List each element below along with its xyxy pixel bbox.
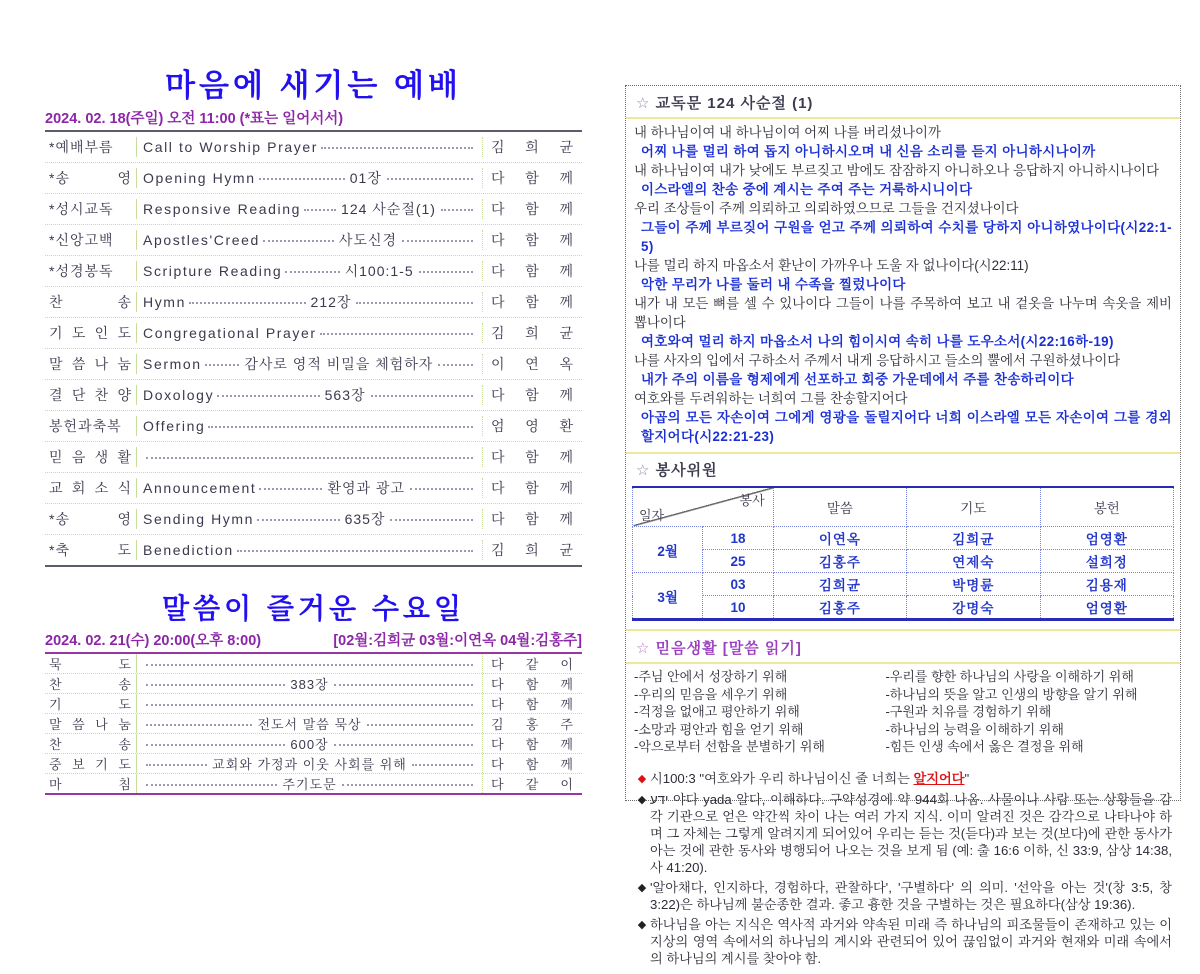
volunteers-row [633, 596, 1174, 620]
service-item-content [137, 674, 482, 693]
service-item-detail: 전도서 말씀 묵상 [257, 717, 362, 732]
service-item-english: Scripture Reading [143, 263, 283, 279]
sunday-service-date: 2024. 02. 18(주일) 오전 11:00 (*표는 일어서서) [45, 111, 344, 127]
service-item-label: *송 영 [45, 168, 137, 188]
sunday-service-title: 마음에 새기는 예배 [165, 68, 462, 103]
service-item-content [137, 478, 482, 498]
reading-line: 나를 멀리 하지 마옵소서 환난이 가까우나 도울 자 없나이다(시22:11) [634, 258, 1029, 273]
service-item-person: 다 함 께 [482, 385, 582, 405]
service-item-detail: 563장 [324, 387, 366, 403]
service-row [45, 754, 582, 774]
service-item-english: Hymn [143, 294, 186, 310]
note-text: ידע 야다 yada 알다, 이해하다. 구약성경에 약 944회 나옴. 사물이나 사람 또는 상황들을 감각 기관으로 얻은 약간씩 차이 나는 여러 가지 지식. 이미 알려진 것은 감각으로 나타나야 하며 그 자체는 그렇게 알려지게 되어있어 우리는 듣는 것(듣다)과 보는 것(보다)에 관한 동사가 아는 것에 관한 동사와 병행되어 나오는 것을 보게 됨 (예: 출 16:6 이하, 신 33:9, 삼상 14:38, 사 41:20). [650, 791, 1172, 875]
service-item-label: 봉헌과축복 [45, 416, 137, 436]
service-item-person: 김 희 균 [482, 323, 582, 343]
service-item-english: Congregational Prayer [143, 325, 317, 341]
service-item-detail: 212장 [310, 294, 352, 310]
volunteers-table-wrap [626, 484, 1180, 631]
sunday-service-dateline [45, 107, 582, 130]
wednesday-order-table [45, 652, 582, 795]
service-item-english: Sending Hymn [143, 511, 255, 527]
volunteers-title: 봉사위원 [655, 462, 718, 479]
service-item-detail: 주기도문 [282, 777, 337, 792]
volunteers-row [633, 527, 1174, 550]
note-item [634, 879, 1172, 913]
service-item-person: 다 함 께 [482, 447, 582, 467]
service-item-label: 묵 도 [45, 654, 137, 673]
service-item-content [137, 292, 482, 312]
service-item-content [137, 714, 482, 733]
service-item-content [137, 754, 482, 773]
volunteers-name-cell: 이연옥 [773, 527, 906, 550]
faithlife-item-left: -우리의 믿음을 세우기 위해 [634, 686, 788, 702]
note-text [650, 770, 1172, 788]
service-item-label: 마 침 [45, 774, 137, 793]
service-item-detail: 사도신경 [338, 232, 398, 248]
faithlife-item-right: -하나님의 뜻을 알고 인생의 방향을 알기 위해 [885, 686, 1138, 702]
volunteers-column-header: 기도 [907, 487, 1040, 527]
service-item-content [137, 418, 482, 434]
faithlife-item-left: -소망과 평안과 힘을 얻기 위해 [634, 721, 804, 737]
service-row [45, 287, 582, 318]
volunteers-name-cell: 김홍주 [773, 596, 906, 620]
service-row [45, 380, 582, 411]
service-item-english: Announcement [143, 480, 257, 496]
reading-line: 내 하나님이여 내 하나님이여 어찌 나를 버리셨나이까 [634, 125, 941, 140]
service-item-person: 다 함 께 [482, 168, 582, 188]
service-row [45, 163, 582, 194]
volunteers-date-cell: 25 [703, 550, 773, 573]
service-item-detail: 600장 [290, 737, 329, 752]
diamond-bullet-icon: ◆ [637, 881, 647, 894]
star-icon: ☆ [636, 462, 651, 479]
service-row [45, 411, 582, 442]
note-item [634, 770, 1172, 788]
diamond-bullet-icon: ◆ [637, 772, 647, 785]
wednesday-service-date: 2024. 02. 21(수) 20:00(오후 8:00) [45, 633, 262, 649]
faithlife-list [626, 664, 1180, 764]
service-row [45, 256, 582, 287]
service-item-content [137, 325, 482, 341]
service-item-label: 결 단 찬 양 [45, 385, 137, 405]
note-prefix: 시100:3 "여호와가 우리 하나님이신 줄 너희는 [650, 770, 914, 786]
service-item-content [137, 261, 482, 281]
service-row [45, 473, 582, 504]
diamond-bullet-icon: ◆ [637, 793, 647, 806]
faithlife-title: 믿음생활 [말씀 읽기] [655, 640, 802, 657]
volunteers-date-cell: 10 [703, 596, 773, 620]
service-item-person: 다 함 께 [482, 478, 582, 498]
service-item-person: 다 같 이 [482, 654, 582, 673]
responsive-reading-title: 교독문 124 사순절 (1) [655, 95, 814, 112]
service-item-person: 김 희 균 [482, 540, 582, 560]
service-row [45, 734, 582, 754]
service-row [45, 318, 582, 349]
reading-line: 이스라엘의 찬송 중에 계시는 주여 주는 거룩하시니이다 [641, 182, 973, 197]
volunteers-column-header: 봉헌 [1040, 487, 1173, 527]
service-row [45, 714, 582, 734]
volunteers-name-cell: 연제숙 [907, 550, 1040, 573]
reading-line: 여호와를 두려워하는 너희여 그를 찬송할지어다 [634, 391, 908, 406]
reading-line: 나를 사자의 입에서 구하소서 주께서 내게 응답하시고 들소의 뿔에서 구원하셨나이다 [634, 353, 1121, 368]
note-text: 하나님을 아는 지식은 역사적 과거와 약속된 미래 즉 하나님의 피조물들이 존재하고 있는 이 지상의 영역 속에서의 하나님의 계시와 관련되어 있어 끊임없이 과거와 현재와 미래 속에서의 하나님의 계시를 찾아야 함. [650, 916, 1172, 966]
service-item-label: 기 도 인 도 [45, 323, 137, 343]
service-item-english: Opening Hymn [143, 170, 256, 186]
volunteers-month-cell: 2월 [633, 527, 703, 573]
service-item-english: Responsive Reading [143, 201, 301, 217]
service-item-detail: 383장 [290, 677, 329, 692]
note-item [634, 791, 1172, 876]
star-icon: ☆ [636, 95, 651, 112]
service-item-person: 다 함 께 [482, 754, 582, 773]
volunteers-header-row [633, 487, 1174, 527]
volunteers-corner-cell [633, 487, 774, 527]
volunteers-name-cell: 엄영환 [1040, 596, 1173, 620]
service-item-english: Doxology [143, 387, 215, 403]
service-item-label: 찬 송 [45, 674, 137, 693]
service-item-person: 김 홍 주 [482, 714, 582, 733]
service-item-person: 다 함 께 [482, 199, 582, 219]
service-item-content [137, 734, 482, 753]
volunteers-name-cell: 김용재 [1040, 573, 1173, 596]
reading-line: 여호와여 멀리 하지 마옵소서 나의 힘이시여 속히 나를 도우소서(시22:16하-19) [641, 334, 1114, 349]
service-item-label: 찬 송 [45, 292, 137, 312]
reading-line: 내 하나님이여 내가 낮에도 부르짖고 밤에도 잠잠하지 아니하오나 응답하지 아니하시나이다 [634, 163, 1160, 178]
service-item-detail: 635장 [344, 511, 386, 527]
faithlife-item-right: -힘든 인생 속에서 옳은 결정을 위해 [885, 739, 1084, 754]
service-row [45, 694, 582, 714]
service-item-content [137, 139, 482, 155]
service-item-label: *성시교독 [45, 199, 137, 219]
volunteers-name-cell: 엄영환 [1040, 527, 1173, 550]
service-item-content [137, 199, 482, 219]
reading-line: 그들이 주께 부르짖어 구원을 얻고 주께 의뢰하여 수치를 당하지 아니하였나이다(시22:1-5) [641, 220, 1172, 254]
volunteers-month-cell: 3월 [633, 573, 703, 620]
volunteers-name-cell: 박명륜 [907, 573, 1040, 596]
reading-line: 아곱의 모든 자손이여 그에게 영광을 돌릴지어다 너희 이스라엘 모든 자손이여 그를 경외할지어다(시22:21-23) [641, 410, 1172, 444]
service-item-label: 기 도 [45, 694, 137, 713]
volunteers-name-cell: 김희균 [773, 573, 906, 596]
reading-line: 악한 무리가 나를 둘러 내 수족을 찔렀나이다 [641, 277, 906, 292]
faithlife-item-right: -하나님의 능력을 이해하기 위해 [885, 721, 1064, 737]
service-item-person: 엄 영 환 [482, 416, 582, 436]
service-item-label: 찬 송 [45, 734, 137, 753]
responsive-reading-header [626, 86, 1180, 119]
service-item-content [137, 542, 482, 558]
service-item-label: 중 보 기 도 [45, 754, 137, 773]
faithlife-item-left: -걱정을 없애고 평안하기 위해 [634, 704, 800, 719]
service-item-english: Sermon [143, 356, 202, 372]
reading-line: 내가 주의 이름을 형제에게 선포하고 회중 가운데에서 주를 찬송하리이다 [641, 372, 1075, 387]
service-item-person: 김 희 균 [482, 137, 582, 157]
volunteers-name-cell: 김홍주 [773, 550, 906, 573]
service-item-label: 말 씀 나 눔 [45, 354, 137, 374]
left-column [45, 60, 582, 795]
wednesday-service-dateline [45, 629, 582, 652]
note-suffix: " [964, 770, 970, 786]
service-item-person: 다 함 께 [482, 230, 582, 250]
service-row [45, 132, 582, 163]
volunteers-row [633, 573, 1174, 596]
faithlife-item-left: -악으로부터 선함을 분별하기 위해 [634, 739, 825, 754]
faithlife-item-right: -우리를 향한 하나님의 사랑을 이해하기 위해 [885, 669, 1134, 684]
volunteers-name-cell: 설희정 [1040, 550, 1173, 573]
service-item-label: *예배부름 [45, 137, 137, 157]
notes-section [626, 764, 1180, 974]
service-item-detail: 01장 [349, 170, 382, 186]
service-item-person: 이 연 옥 [482, 354, 582, 374]
faithlife-header [626, 631, 1180, 664]
service-row [45, 194, 582, 225]
service-item-content [137, 168, 482, 188]
service-item-label: 교 회 소 식 [45, 478, 137, 498]
service-row [45, 504, 582, 535]
service-item-person: 다 함 께 [482, 674, 582, 693]
volunteers-column-header: 말씀 [773, 487, 906, 527]
service-item-detail: 감사로 영적 비밀을 체험하자 [244, 356, 434, 372]
service-row [45, 674, 582, 694]
diamond-bullet-icon: ◆ [637, 918, 647, 931]
service-row [45, 349, 582, 380]
service-item-detail: 124 사순절(1) [341, 201, 436, 217]
reading-line: 어찌 나를 멀리 하여 돕지 아니하시오며 내 신음 소리를 듣지 아니하시나이까 [641, 144, 1096, 159]
wednesday-service-title: 말씀이 즐거운 수요일 [162, 593, 465, 624]
service-item-detail: 교회와 가정과 이웃 사회를 위해 [212, 757, 407, 772]
volunteers-table-head [633, 487, 1174, 527]
volunteers-name-cell: 김희균 [907, 527, 1040, 550]
service-item-detail: 환영과 광고 [327, 480, 405, 496]
service-item-label: *송 영 [45, 509, 137, 529]
reading-line: 내가 내 모든 뼈를 셀 수 있나이다 그들이 나를 주목하여 보고 내 겉옷을 나누며 속옷을 제비 뽑나이다 [634, 296, 1172, 330]
service-item-content [137, 774, 482, 793]
service-item-person: 다 함 께 [482, 261, 582, 281]
volunteers-table [632, 486, 1174, 621]
service-item-content [137, 230, 482, 250]
service-item-english: Offering [143, 418, 206, 434]
service-row [45, 225, 582, 256]
faithlife-item-left: -주님 안에서 성장하기 위해 [634, 669, 788, 684]
service-item-english: Call to Worship Prayer [143, 139, 318, 155]
service-item-person: 다 함 께 [482, 694, 582, 713]
service-item-person: 다 같 이 [482, 774, 582, 793]
volunteers-header [626, 454, 1180, 484]
wednesday-monthly-leaders: [02월:김희균 03월:이연옥 04월:김홍주] [333, 633, 582, 649]
service-row [45, 774, 582, 793]
note-text: '알아채다, 인지하다, 경험하다, 관찰하다', '구별하다' 의 의미. '선악을 아는 것'(창 3:5, 창 3:22)은 하나님께 불순종한 결과. 좋고 흉한 것을 구별하는 것은 필요하다(삼상 19:36). [650, 879, 1172, 912]
service-item-english: Apostles'Creed [143, 232, 260, 248]
service-item-content [137, 354, 482, 374]
service-item-person: 다 함 께 [482, 509, 582, 529]
service-item-label: 말 씀 나 눔 [45, 714, 137, 733]
volunteers-date-cell: 03 [703, 573, 773, 596]
service-item-person: 다 함 께 [482, 734, 582, 753]
service-item-detail: 시100:1-5 [344, 263, 414, 279]
corner-label-date: 일자 [639, 508, 665, 523]
service-item-label: *성경봉독 [45, 261, 137, 281]
faithlife-item-right: -구원과 치유를 경험하기 위해 [885, 704, 1052, 719]
service-item-label: 믿 음 생 활 [45, 447, 137, 467]
service-row [45, 442, 582, 473]
volunteers-table-body [633, 527, 1174, 620]
note-highlight: 알지어다 [913, 770, 965, 786]
service-item-content [137, 385, 482, 405]
sunday-order-table [45, 130, 582, 567]
service-row [45, 535, 582, 565]
reading-line: 우리 조상들이 주께 의뢰하고 의뢰하였으므로 그들을 건지셨나이다 [634, 201, 1019, 216]
responsive-reading-text [626, 119, 1180, 454]
star-icon: ☆ [636, 640, 651, 657]
service-item-content [137, 509, 482, 529]
service-item-label: *축 도 [45, 540, 137, 560]
corner-label-service: 봉사 [739, 493, 765, 508]
volunteers-row [633, 550, 1174, 573]
service-item-english: Benediction [143, 542, 234, 558]
volunteers-date-cell: 18 [703, 527, 773, 550]
note-item [634, 916, 1172, 967]
service-item-label: *신앙고백 [45, 230, 137, 250]
service-item-person: 다 함 께 [482, 292, 582, 312]
service-row [45, 654, 582, 674]
right-panel [625, 85, 1181, 966]
volunteers-name-cell: 강명숙 [907, 596, 1040, 620]
